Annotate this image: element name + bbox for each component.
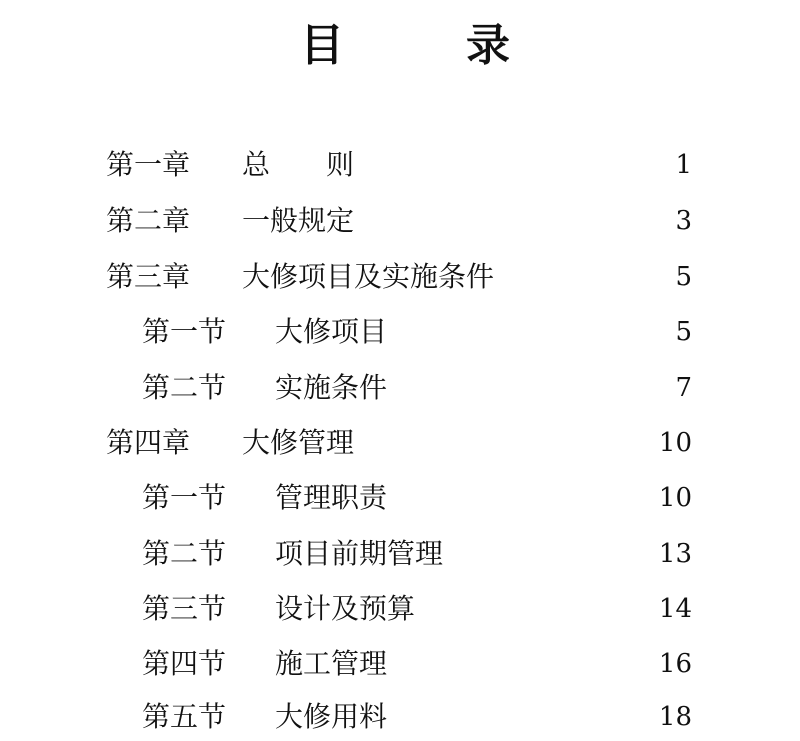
toc-entry-label [106, 145, 354, 185]
toc-entry-name: 项目前期管理 [275, 537, 444, 570]
toc-entry-number: 第四章 [106, 426, 191, 459]
toc-entry-page: 5 [675, 262, 692, 292]
toc-entry-chapter-4[interactable] [106, 423, 692, 463]
toc-entry-section[interactable] [142, 589, 692, 629]
toc-entry-page: 5 [675, 317, 692, 347]
toc-entry-name: 大修用料 [275, 700, 388, 733]
toc-leader-dots [479, 534, 649, 574]
toc-leader-dots [364, 145, 665, 185]
toc-entry-section[interactable] [142, 478, 692, 518]
toc-entry-name: 大修项目 [275, 315, 388, 348]
toc-entry-name: 大修管理 [242, 426, 355, 459]
toc-leader-dots [397, 368, 665, 408]
toc-entry-name: 大修项目及实施条件 [242, 260, 495, 293]
toc-leader-dots [504, 257, 665, 297]
toc-leader-dots [364, 201, 665, 241]
toc-entry-number: 第二节 [142, 537, 227, 570]
toc-entry-number: 第一节 [142, 315, 227, 348]
toc-entry-section[interactable] [142, 697, 692, 737]
title-char-right: 录 [466, 20, 510, 71]
toc-entry-number: 第三章 [106, 260, 191, 293]
toc-entry-label [142, 478, 387, 518]
toc-entry-label [142, 534, 443, 574]
toc-entry-number: 第二节 [142, 371, 227, 404]
toc-entry-page: 7 [675, 373, 692, 403]
toc-entry-page: 16 [658, 649, 692, 679]
toc-entry-number: 第三节 [142, 592, 227, 625]
toc-entry-chapter-1[interactable] [106, 145, 692, 185]
toc-leader-dots [423, 478, 649, 518]
toc-entry-number: 第四节 [142, 647, 227, 680]
toc-entry-number: 第一节 [142, 481, 227, 514]
toc-entry-section[interactable] [142, 312, 692, 352]
toc-entry-section[interactable] [142, 644, 692, 684]
toc-entry-page: 10 [658, 428, 692, 458]
toc-entry-chapter-2[interactable] [106, 201, 692, 241]
toc-leader-dots [390, 423, 649, 463]
toc-entry-chapter-3[interactable] [106, 257, 692, 297]
toc-entry-number: 第一章 [106, 148, 191, 181]
toc-entry-page: 14 [658, 594, 692, 624]
toc-entry-page: 1 [675, 150, 692, 180]
toc-entry-section[interactable] [142, 534, 692, 574]
toc-entry-label [142, 312, 387, 352]
toc-leader-dots [423, 644, 649, 684]
toc-entry-name: 设计及预算 [275, 592, 416, 625]
toc-entry-page: 18 [658, 702, 692, 732]
toc-entry-number: 第二章 [106, 204, 191, 237]
toc-leader-dots [423, 697, 649, 737]
toc-entry-label [106, 257, 494, 297]
toc-entry-page: 13 [658, 539, 692, 569]
page-title [300, 16, 510, 76]
toc-entry-label [142, 697, 387, 737]
toc-entry-label [106, 201, 354, 241]
toc-entry-label [142, 644, 387, 684]
toc-leader-dots [397, 312, 665, 352]
toc-entry-name: 一般规定 [242, 204, 355, 237]
toc-entry-section[interactable] [142, 368, 692, 408]
toc-entry-label [142, 368, 387, 408]
toc-entry-name: 实施条件 [275, 371, 388, 404]
title-char-left: 目 [300, 20, 344, 71]
toc-entry-page: 3 [675, 206, 692, 236]
toc-entry-label [106, 423, 354, 463]
toc-leader-dots [451, 589, 649, 629]
toc-entry-name: 管理职责 [275, 481, 388, 514]
toc-entry-page: 10 [658, 483, 692, 513]
toc-entry-number: 第五节 [142, 700, 227, 733]
toc-entry-label [142, 589, 415, 629]
toc-entry-name: 施工管理 [275, 647, 388, 680]
toc-entry-name: 总 则 [242, 148, 355, 181]
